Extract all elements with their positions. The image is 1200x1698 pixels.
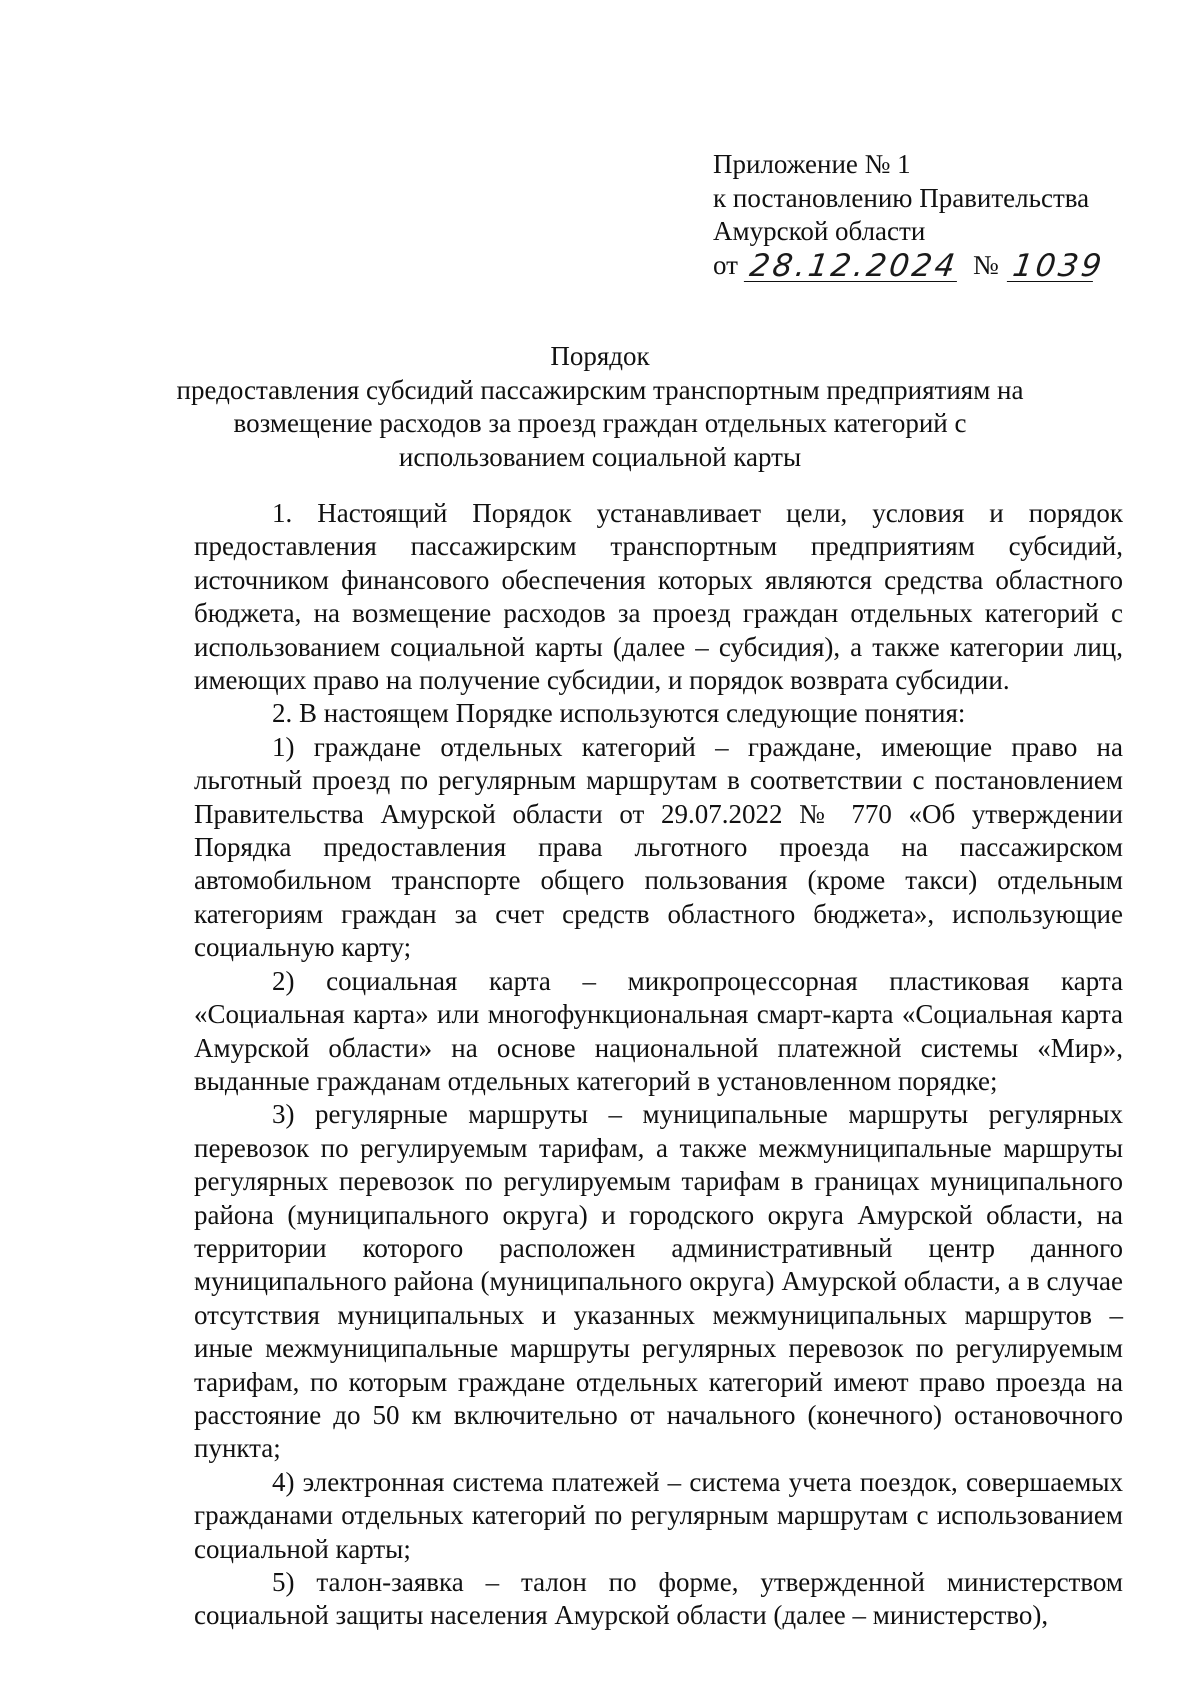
appendix-date-row [713, 249, 1153, 283]
paragraph: 4) электронная система платежей – система учета поездок, совершаемых гражданами отдельных категорий по регулярным маршрутам с использованием социальной карты; [194, 1466, 1123, 1564]
title-heading: Порядок [550, 341, 650, 371]
number-label: № [972, 249, 999, 280]
paragraph: 2) социальная карта – микропроцессорная пластиковая карта «Социальная карта» или многофункциональная смарт-карта «Социальная карта Амурской области» на основе национальной платежной системы «Мир», выданные гражданам отдельных категорий в установленном порядке; [194, 965, 1123, 1096]
handwritten-date: 28.12.2024 [744, 251, 961, 282]
appendix-region: Амурской области [713, 216, 926, 246]
appendix-number: Приложение № 1 [713, 149, 911, 179]
paragraph: 3) регулярные маршруты – муниципальные маршруты регулярных перевозок по регулируемым тарифам, а также межмуниципальные маршруты регулярных перевозок по регулируемым тарифам в границах муниципального района (муниципального округа) и городского округа Амурской области, на территории которого расположен административный центр данного муниципального района (муниципального округа) Амурской области, а в случае отсутствия муниципальных и указанных межмуниципальных маршрутов – иные межмуниципальные маршруты регулярных перевозок по регулируемым тарифам, по которым граждане отдельных категорий имеют право проезда на расстояние до 50 км включительно от начального (конечного) остановочного пункта; [194, 1099, 1123, 1464]
title-line: возмещение расходов за проезд граждан отдельных категорий с [233, 408, 967, 438]
handwritten-number: 1039 [1007, 251, 1097, 282]
document-body [194, 497, 1123, 1633]
title-line: использованием социальной карты [398, 441, 802, 472]
appendix-reference: к постановлению Правительства [713, 182, 1090, 213]
appendix-header [713, 148, 1153, 282]
document-title [160, 340, 1040, 474]
paragraph: 1. Настоящий Порядок устанавливает цели, условия и порядок предоставления пассажирским транспортным предприятиям субсидий, источником финансового обеспечения которых являются средства областного бюджета, на возмещение расходов за проезд граждан отдельных категорий с использованием социальной карты (далее – субсидия), а также категории лиц, имеющих право на получение субсидии, и порядок возврата субсидии. [194, 498, 1123, 696]
paragraph: 2. В настоящем Порядке используются следующие понятия: [272, 698, 966, 729]
paragraph: 1) граждане отдельных категорий – граждане, имеющие право на льготный проезд по регулярным маршрутам в соответствии с постановлением Правительства Амурской области от 29.07.2022 № 770 «Об утверждении Порядка предоставления права льготного проезда на пассажирском автомобильном транспорте общего пользования (кроме такси) отдельным категориям граждан за счет средств областного бюджета», использующие социальную карту; [194, 731, 1123, 963]
title-line: предоставления субсидий пассажирским транспортным предприятиям на [176, 374, 1024, 405]
paragraph: 5) талон-заявка – талон по форме, утвержденной министерством социальной защиты населения Амурской области (далее – министерство), [194, 1567, 1123, 1631]
from-label: от [713, 249, 738, 280]
